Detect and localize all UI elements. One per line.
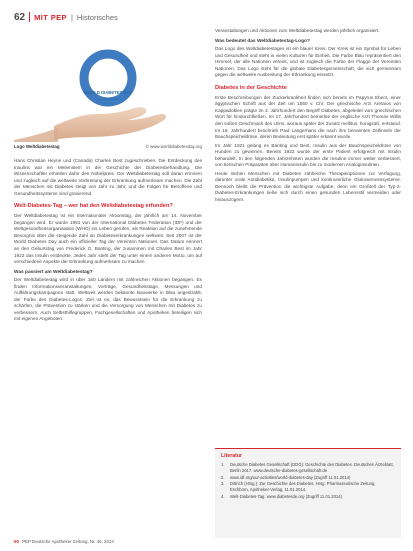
logo-title: WORLD DIABETES DAY [84,90,132,95]
paragraph-activities: Der Weltdiabetestag wird in über 160 Ländern mit zahlreichen Aktionen begangen. Es finden Informationsveranstaltungen, Vorträge, Gesundheitstage, Messungen und Aufklärungskampagnen statt. Weltweit werden bekannte Bauwerke in Blau angestrahlt, der Farbe des Diabetes-Logos. Ziel ist es, das Bewusstsein für die Erkrankung zu schärfen, die Prävention zu stärken und die Versorgung von Menschen mit Diabetes zu verbessern. Auch Selbsthilfegruppen, Fachgesellschaften und Apotheken beteiligen sich mit eigenen Angeboten. [14,277,202,322]
paragraph-logo: Das Logo des Weltdiabetestages ist ein blauer Kreis. Der Kreis ist ein Symbol für Leben und Gesundheit und steht in vielen Kulturen für Einheit. Die Farbe Blau repräsentiert den Himmel, der alle Nationen vereint, und ist zugleich die Farbe der Flagge der Vereinten Nationen. Das Logo steht für die globale Diabetesgemeinschaft, die sich gemeinsam gegen die weltweite Ausbreitung der Erkrankung einsetzt. [215,46,401,78]
footer-page-number: 50 [14,539,19,544]
right-column [215,28,401,206]
paragraph-history-2: Im Jahr 1921 gelang es Banting und Best, Insulin aus der Bauchspeicheldrüse von Hunden zu gewinnen. Bereits 1922 wurde der erste Patient erfolgreich mit Insulin behandelt. In den folgenden Jahrzehnten wurden die Insuline immer weiter verbessert, von tierischen Präparaten über Humaninsulin bis zu modernen Analoginsulinen. [215,142,401,168]
header-divider [29,12,30,22]
heading-history: Diabetes in der Geschichte [215,84,287,91]
header-separator: | [70,12,73,22]
logo-date: 14 NOVEMBER [97,98,119,101]
literature-item: 1. Deutsche Diabetes Gesellschaft (DDG): Geschichte des Diabetes. Deutsches Ärzteblatt, Berlin 2017. www.deutsche-diabetes-gesellschaft.de [221,462,394,473]
literature-item: 4. Welt-Diabetes-Tag. www.diabetesde.org (Zugriff 11.01.2014) [221,493,342,499]
literature-item: 2. www.idf.org/our-activities/world-diabetes-day (Zugriff 11.01.2014) [221,474,351,480]
literature-title: Literatur [221,453,243,459]
page-header [14,10,118,24]
literature-box [215,448,401,538]
intro-paragraph: Hans Christian Heyne und (Canada) Charles Best zugeschrieben. Die Entdeckung des Insulins war ein Meilenstein in der Geschichte der Diabetesbehandlung. Die Wissenschaftler erhielten dafür den Nobelpreis. Der Weltdiabetestag soll daran erinnern und zugleich auf die weltweite Verbreitung der Erkrankung aufmerksam machen. Die Zahl der Menschen mit Diabetes steigt von Jahr zu Jahr, und die Folgen für Betroffene und Gesundheitssysteme sind gravierend. [14,158,202,196]
diabetes-day-figure [14,28,202,142]
section-label: MIT PEP [34,12,67,22]
page-number: 62 [14,11,26,23]
paragraph-continued: Veranstaltungen und Aktionen zum Weltdiabetestag werden jährlich organisiert. [215,28,380,33]
left-column [14,158,202,325]
paragraph-history-3: Heute stehen Menschen mit Diabetes zahlreiche Therapieoptionen zur Verfügung, darunter orale Antidiabetika, Insulinpumpen und kontinuierliche Glukosemesssysteme. Dennoch bleibt die Prävention die wichtigste Aufgabe, denn ein Großteil der Typ-2-Diabetes-Erkrankungen ließe sich durch einen gesunden Lebensstil vermeiden oder hinauszögern. [215,170,401,202]
question-what-happens: Was passiert am Weltdiabetestag? [14,269,93,275]
subsection-label: Historisches [76,12,118,22]
paragraph-history-1: Erste Beschreibungen der Zuckerkrankheit finden sich bereits im Papyrus Ebers, einer ägyptischen Schrift aus der Zeit um 1550 v. Chr. Der griechische Arzt Aretaios von Kappadokien prägte im 2. Jahrhundert den Begriff Diabetes, abgeleitet vom griechischen Wort für hindurchfließen. Im 17. Jahrhundert bemerkte der englische Arzt Thomas Willis den süßen Geschmack des Urins, woraus später der Zusatz mellitus, honigsüß, entstand. Im 19. Jahrhundert beschrieb Paul Langerhans die nach ihm benannten Zellinseln der Bauchspeicheldrüse, deren Bedeutung erst später erkannt wurde. [215,94,401,140]
question-logo-meaning: Was bedeutet das Weltdiabetestag-Logo? [215,38,310,44]
logo-hand-illustration [14,28,202,142]
literature-list [221,462,395,500]
caption-credit: © www.worlddiabetesday.org [145,144,202,149]
paragraph-origin: Der Weltdiabetestag ist ein internationaler Aktionstag, der jährlich am 14. November begangen wird. Er wurde 1991 von der International Diabetes Federation (IDF) und der Weltgesundheitsorganisation (WHO) ins Leben gerufen, als Reaktion auf die zunehmende Besorgnis über die steigende Zahl an Diabeteserkrankungen weltweit. Seit 2007 ist der World Diabetes Day auch ein offizieller Tag der Vereinten Nationen. Das Datum erinnert an den Geburtstag von Frederick G. Banting, der zusammen mit Charles Best im Jahr 1922 das Insulin entdeckte. Jedes Jahr steht der Tag unter einem anderen Motto, um auf verschiedene Aspekte der Erkrankung aufmerksam zu machen. [14,213,202,265]
page-footer [14,539,114,544]
footer-publication: PEP Deutsche Apotheker Zeitung, Nr. 46, 2014 [22,539,114,544]
figure-caption [14,144,202,149]
open-hand-icon [54,107,166,140]
heading-who-invented: Welt-Diabetes-Tag – wer hat den Weltdiabetestag erfunden? [14,203,173,210]
literature-item: 3. Dittrich (Hrsg.): Zur Geschichte des Diabetes. Hrsg. Pharmazeutische Zeitung, Eschborn, Apotheker-Verlag, 11.01.2014. [221,481,376,493]
caption-label: Logo Weltdiabetestag [14,144,60,149]
